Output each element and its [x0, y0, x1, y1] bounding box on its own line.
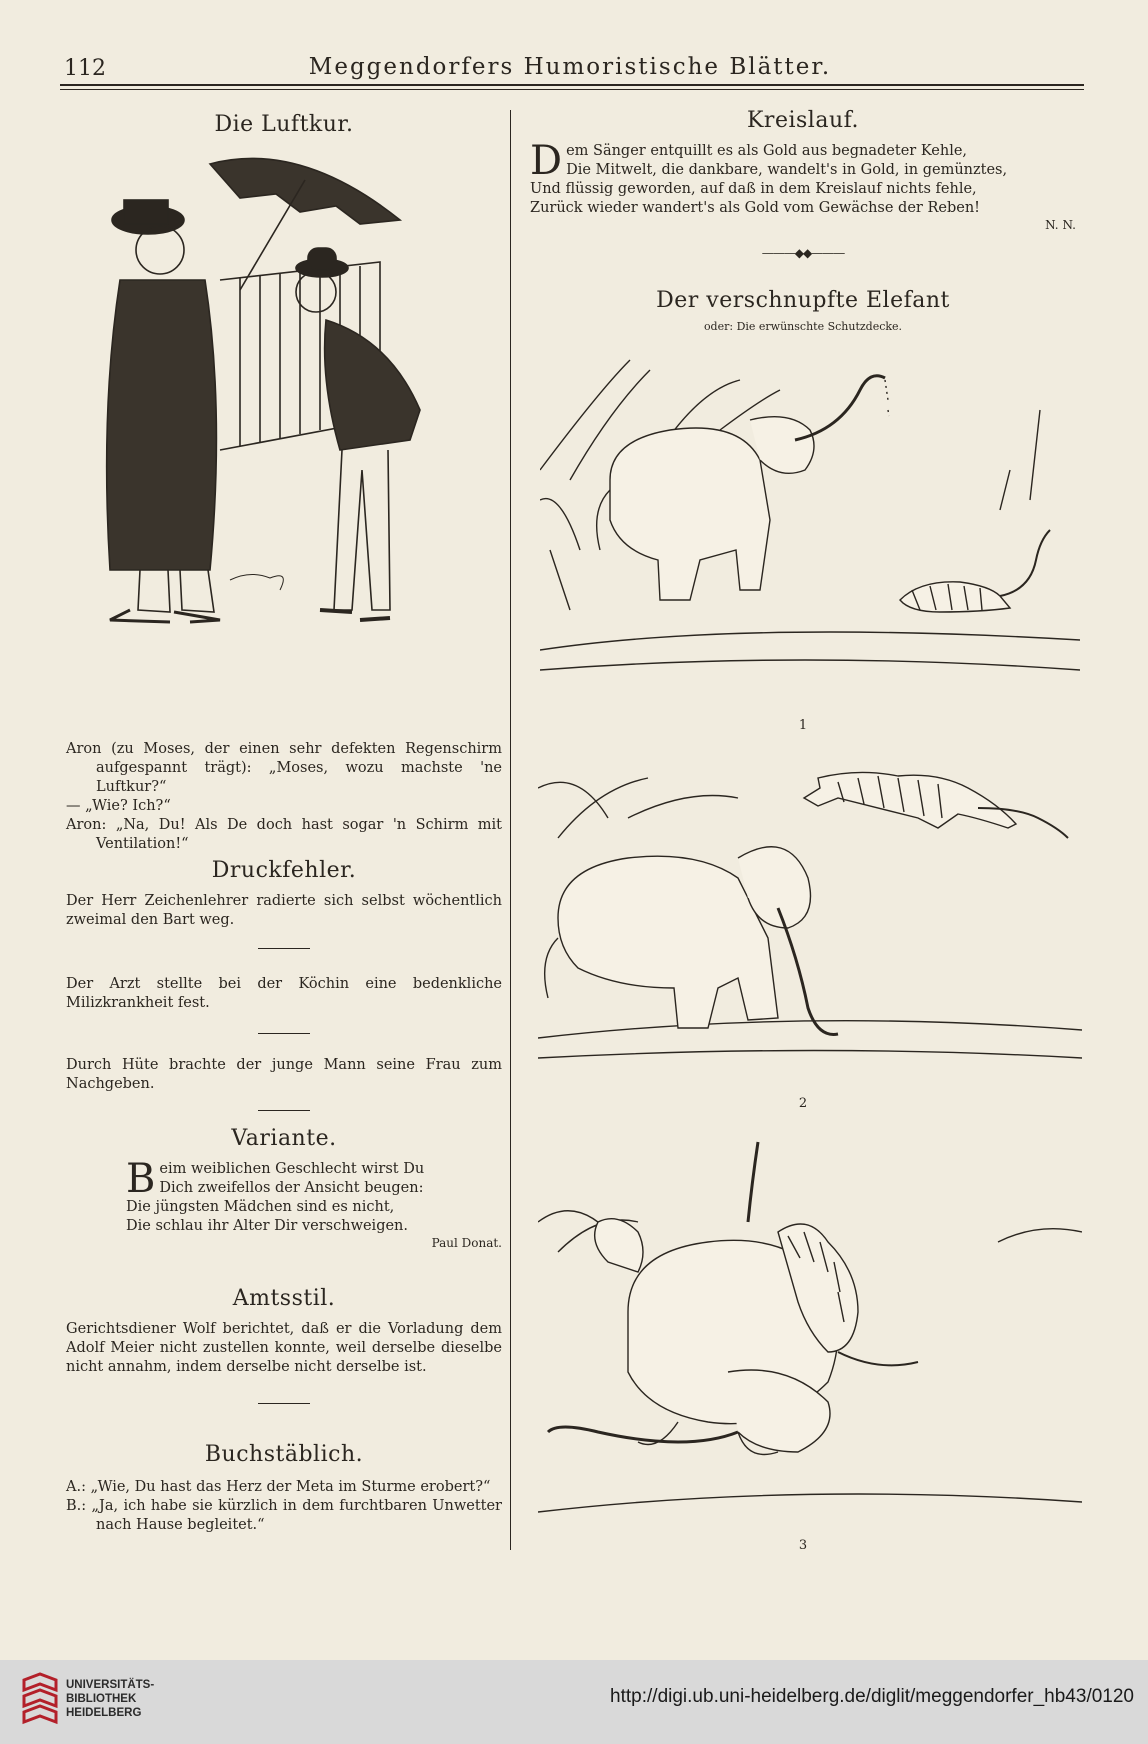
page-number: 112	[64, 56, 106, 81]
elefant-title: Der verschnupfte Elefant	[656, 288, 950, 313]
buchstaeblich-a: A.: „Wie, Du hast das Herz der Meta im Sturme erobert?“	[66, 1479, 491, 1495]
luftkur-caption-2: — „Wie? Ich?“	[66, 798, 171, 814]
elefant-subtitle: oder: Die erwünschte Schutzdecke.	[703, 320, 903, 333]
variante-author: Paul Donat.	[431, 1236, 502, 1250]
panel-number-1: 1	[798, 718, 808, 733]
druckfehler-p1: Der Herr Zeichenlehrer radierte sich selbst wöchentlich zweimal den Bart weg.	[66, 893, 502, 928]
kreislauf-line-2: Die Mitwelt, die dankbare, wandelt's in Gold, in gemünztes,	[566, 162, 1008, 178]
divider	[258, 1110, 310, 1111]
variante-initial: B	[126, 1156, 156, 1202]
druckfehler-title: Druckfehler.	[211, 858, 357, 883]
tiger-leaping-drawing	[538, 758, 1082, 1070]
university-logo-icon	[18, 1670, 62, 1734]
amtsstil-body	[66, 1320, 502, 1404]
elefant-panel-3	[538, 1132, 1082, 1532]
journal-title: Meggendorfers Humoristische Blätter.	[308, 54, 832, 80]
library-footer	[0, 1660, 1148, 1744]
library-name-line-3: HEIDELBERG	[66, 1707, 142, 1719]
umbrella-men-drawing	[90, 150, 490, 720]
variante-poem	[66, 1156, 502, 1250]
header-rule	[60, 84, 1084, 86]
panel-number-3: 3	[798, 1538, 808, 1553]
library-name-line-2: BIBLIOTHEK	[66, 1693, 137, 1705]
library-name-line-1: UNIVERSITÄTS-	[66, 1679, 155, 1691]
panel-number-2: 2	[798, 1096, 808, 1111]
column-divider	[510, 110, 511, 1550]
kreislauf-line-4: Zurück wieder wandert's als Gold vom Gewächse der Reben!	[530, 200, 980, 216]
variante-title: Variante.	[231, 1126, 337, 1151]
variante-line-4: Die schlau ihr Alter Dir verschweigen.	[126, 1218, 409, 1234]
elephant-fallen-drawing	[538, 1132, 1082, 1532]
kreislauf-author: N. N.	[1045, 218, 1076, 232]
luftkur-caption	[66, 740, 502, 854]
kreislauf-line-3: Und flüssig geworden, auf daß in dem Kreislauf nichts fehle,	[530, 181, 977, 197]
kreislauf-title: Kreislauf.	[747, 108, 859, 133]
variante-line-1: eim weiblichen Geschlecht wirst Du	[159, 1161, 425, 1177]
ornament-divider: ———◆◆———	[761, 246, 845, 260]
luftkur-caption-3: Aron: „Na, Du! Als De doch hast sogar 'n Schirm mit Ventilation!“	[66, 817, 502, 852]
kreislauf-line-1: em Sänger entquillt es als Gold aus begnadeter Kehle,	[566, 143, 968, 159]
variante-line-3: Die jüngsten Mädchen sind es nicht,	[126, 1199, 395, 1215]
kreislauf-poem	[530, 138, 1076, 260]
header-rule-thin	[60, 89, 1084, 90]
elephant-sneezing-drawing	[540, 350, 1080, 690]
source-url[interactable]: http://digi.ub.uni-heidelberg.de/diglit/meggendorfer_hb43/0120	[610, 1686, 1134, 1707]
library-name	[66, 1678, 154, 1720]
amtsstil-title: Amtsstil.	[232, 1286, 336, 1311]
kreislauf-initial: D	[530, 138, 563, 184]
elefant-panel-2	[538, 758, 1082, 1070]
druckfehler-p3: Durch Hüte brachte der junge Mann seine Frau zum Nachgeben.	[66, 1057, 502, 1092]
buchstaeblich-b: B.: „Ja, ich habe sie kürzlich in dem furchtbaren Unwetter nach Hause begleitet.“	[66, 1498, 502, 1533]
amtsstil-p1: Gerichtsdiener Wolf berichtet, daß er die Vorladung dem Adolf Meier nicht zustellen konnte, weil derselbe dieselbe nicht annahm, indem derselbe nicht derselbe ist.	[66, 1321, 502, 1375]
druckfehler-body	[66, 892, 502, 1111]
luftkur-title: Die Luftkur.	[214, 112, 354, 137]
variante-line-2: Dich zweifellos der Ansicht beugen:	[159, 1180, 424, 1196]
buchstaeblich-title: Buchstäblich.	[204, 1442, 364, 1467]
druckfehler-p2: Der Arzt stellte bei der Köchin eine bedenkliche Milizkrankheit fest.	[66, 976, 502, 1011]
page-header	[60, 52, 1080, 86]
elefant-panel-1	[540, 350, 1080, 690]
divider	[258, 1033, 310, 1034]
divider	[258, 1403, 310, 1404]
buchstaeblich-body	[66, 1478, 502, 1535]
luftkur-caption-1: Aron (zu Moses, der einen sehr defekten Regenschirm aufgespannt trägt): „Moses, wozu machste 'ne Luftkur?“	[66, 741, 502, 795]
luftkur-illustration	[90, 150, 490, 720]
divider	[258, 948, 310, 949]
